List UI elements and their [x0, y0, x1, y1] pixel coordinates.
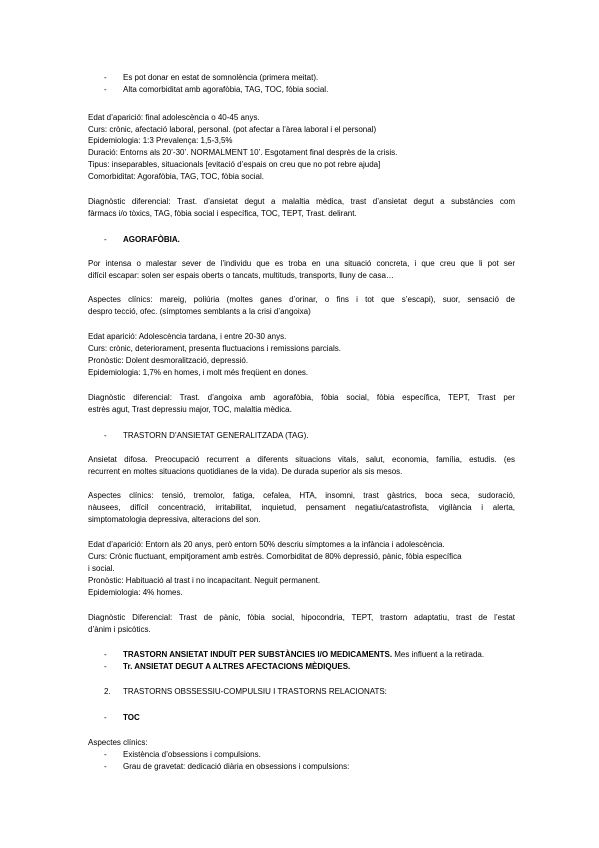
info-line: Curs: crònic, afectació laboral, personal. (pot afectar a l’àrea laboral i el personal) [88, 125, 377, 134]
definition-line: difícil escapar: solen ser espais oberts o tancats, multituds, transports, lluny de casa… [88, 271, 394, 280]
clinical-line: despro tecció, ofec. (símptomes semblants a la crisi d’angoixa) [88, 307, 311, 316]
section-heading-obsessive: TRASTORNS OBSSESSIU-COMPULSIU I TRASTORNS RELACIONATS: [123, 687, 387, 696]
bullet-text: Es pot donar en estat de somnolència (primera meitat). [123, 73, 319, 82]
bullet-item-medical: Tr. ANSIETAT DEGUT A ALTRES AFECTACIONS MÈDIQUES. [123, 662, 351, 671]
info-line: Edat d’aparició: Entorn als 20 anys, però entorn 50% descriu símptomes a la infància i adolescència. [88, 540, 445, 549]
info-line: i social. [88, 564, 115, 573]
clinical-line: nàusees, difícil concentració, irritabilitat, inquietud, pensament negatiu/catastrofista, vigilància i alerta, [88, 503, 515, 512]
clinical-line: Aspectes clínics: tensió, tremolor, fatiga, cefalea, HTA, insomni, trast gàstrics, boca seca, sudoració, [88, 491, 515, 500]
diagnosis-line: d’ànim i psicòtics. [88, 625, 151, 634]
bullet-dash: - [104, 73, 107, 82]
info-line: Pronòstic: Habituació al trast i no incapacitant. Neguit permanent. [88, 576, 321, 585]
info-line: Pronòstic: Dolent desmoralització, depressió. [88, 356, 249, 365]
clinical-line: Aspectes clínics: mareig, poliúria (moltes ganes d’orinar, o fins i tot que s’escapi), suor, sensació de [88, 295, 515, 304]
diagnosis-line: fàrmacs i/o tòxics, TAG, fòbia social i específica, TOC, TEPT, Trast. delirant. [88, 209, 357, 218]
info-line: Epidemiologia: 4% homes. [88, 588, 183, 597]
section-dash: - [104, 431, 107, 440]
definition-line: Por intensa o malestar sever de l’individu que es troba en una situació concreta, i que creu que li pot ser [88, 259, 515, 268]
section-heading-agorafobia: AGORAFÒBIA. [123, 235, 180, 244]
definition-line: Ansietat difosa. Preocupació recurrent a diferents situacions vitals, salut, economia, família, estudis. (es [88, 455, 515, 464]
definition-line: recurrent en moltes situacions quotidianes de la vida). De durada superior als sis mesos. [88, 467, 403, 476]
info-line: Curs: Crònic fluctuant, empitjorament amb estrès. Comorbiditat de 80% depressió, pànic, fòbia específica [88, 552, 462, 561]
clinical-line: simptomatologia depressiva, alteracions del son. [88, 515, 261, 524]
bullet-text: Grau de gravetat: dedicació diària en obsessions i compulsions: [123, 762, 350, 771]
section-heading-tag: TRASTORN D’ANSIETAT GENERALITZADA (TAG). [123, 431, 309, 440]
bullet-item-bold: TRASTORN ANSIETAT INDUÏT PER SUBSTÀNCIES I/O MEDICAMENTS. [123, 650, 393, 659]
bullet-text: Alta comorbiditat amb agorafòbia, TAG, TOC, fòbia social. [123, 85, 329, 94]
section-number: 2. [104, 687, 111, 696]
info-line: Comorbiditat: Agorafòbia, TAG, TOC, fòbia social. [88, 172, 264, 181]
bullet-dash: - [104, 662, 107, 671]
bullet-dash: - [104, 650, 107, 659]
diagnosis-line: Diagnòstic Diferencial: Trast de pànic, fòbia social, hipocondria, TEPT, trastorn adaptatiu, trast de l’estat [88, 613, 515, 622]
info-line: Epidemiologia: 1,7% en homes, i molt més freqüent en dones. [88, 368, 309, 377]
bullet-item-note: Mes influent a la retirada. [392, 650, 485, 659]
diagnosis-line: estrès agut, Trast depressiu major, TOC, malaltia mèdica. [88, 405, 292, 414]
clinical-label: Aspectes clínics: [88, 738, 148, 747]
info-line: Duració: Entorns als 20’-30’. NORMALMENT 10’. Esgotament final desprès de la crisis. [88, 148, 398, 157]
bullet-item-substances [123, 650, 484, 660]
diagnosis-line: Diagnòstic diferencial: Trast. d’ansietat degut a malaltia mèdica, trast d’ansietat degut a substàncies com [88, 197, 515, 206]
section-dash: - [104, 713, 107, 722]
info-line: Tipus: inseparables, situacionals [evitació d’espais on creu que no pot rebre ajuda] [88, 160, 381, 169]
section-dash: - [104, 235, 107, 244]
info-line: Edat d’aparició: final adolescència o 40-45 anys. [88, 113, 260, 122]
section-heading-toc: TOC [123, 713, 140, 722]
bullet-dash: - [104, 85, 107, 94]
info-line: Edat aparició: Adolescència tardana, i entre 20-30 anys. [88, 332, 287, 341]
info-line: Epidemiologia: 1:3 Prevalença: 1,5-3,5% [88, 136, 233, 145]
bullet-dash: - [104, 750, 107, 759]
bullet-dash: - [104, 762, 107, 771]
info-line: Curs: crònic, deteriorament, presenta fluctuacions i remissions parcials. [88, 344, 341, 353]
diagnosis-line: Diagnòstic diferencial: Trast. d’angoixa amb agorafòbia, fòbia social, fòbia específica, TEPT, Trast per [88, 393, 515, 402]
bullet-text: Existència d’obsessions i compulsions. [123, 750, 261, 759]
